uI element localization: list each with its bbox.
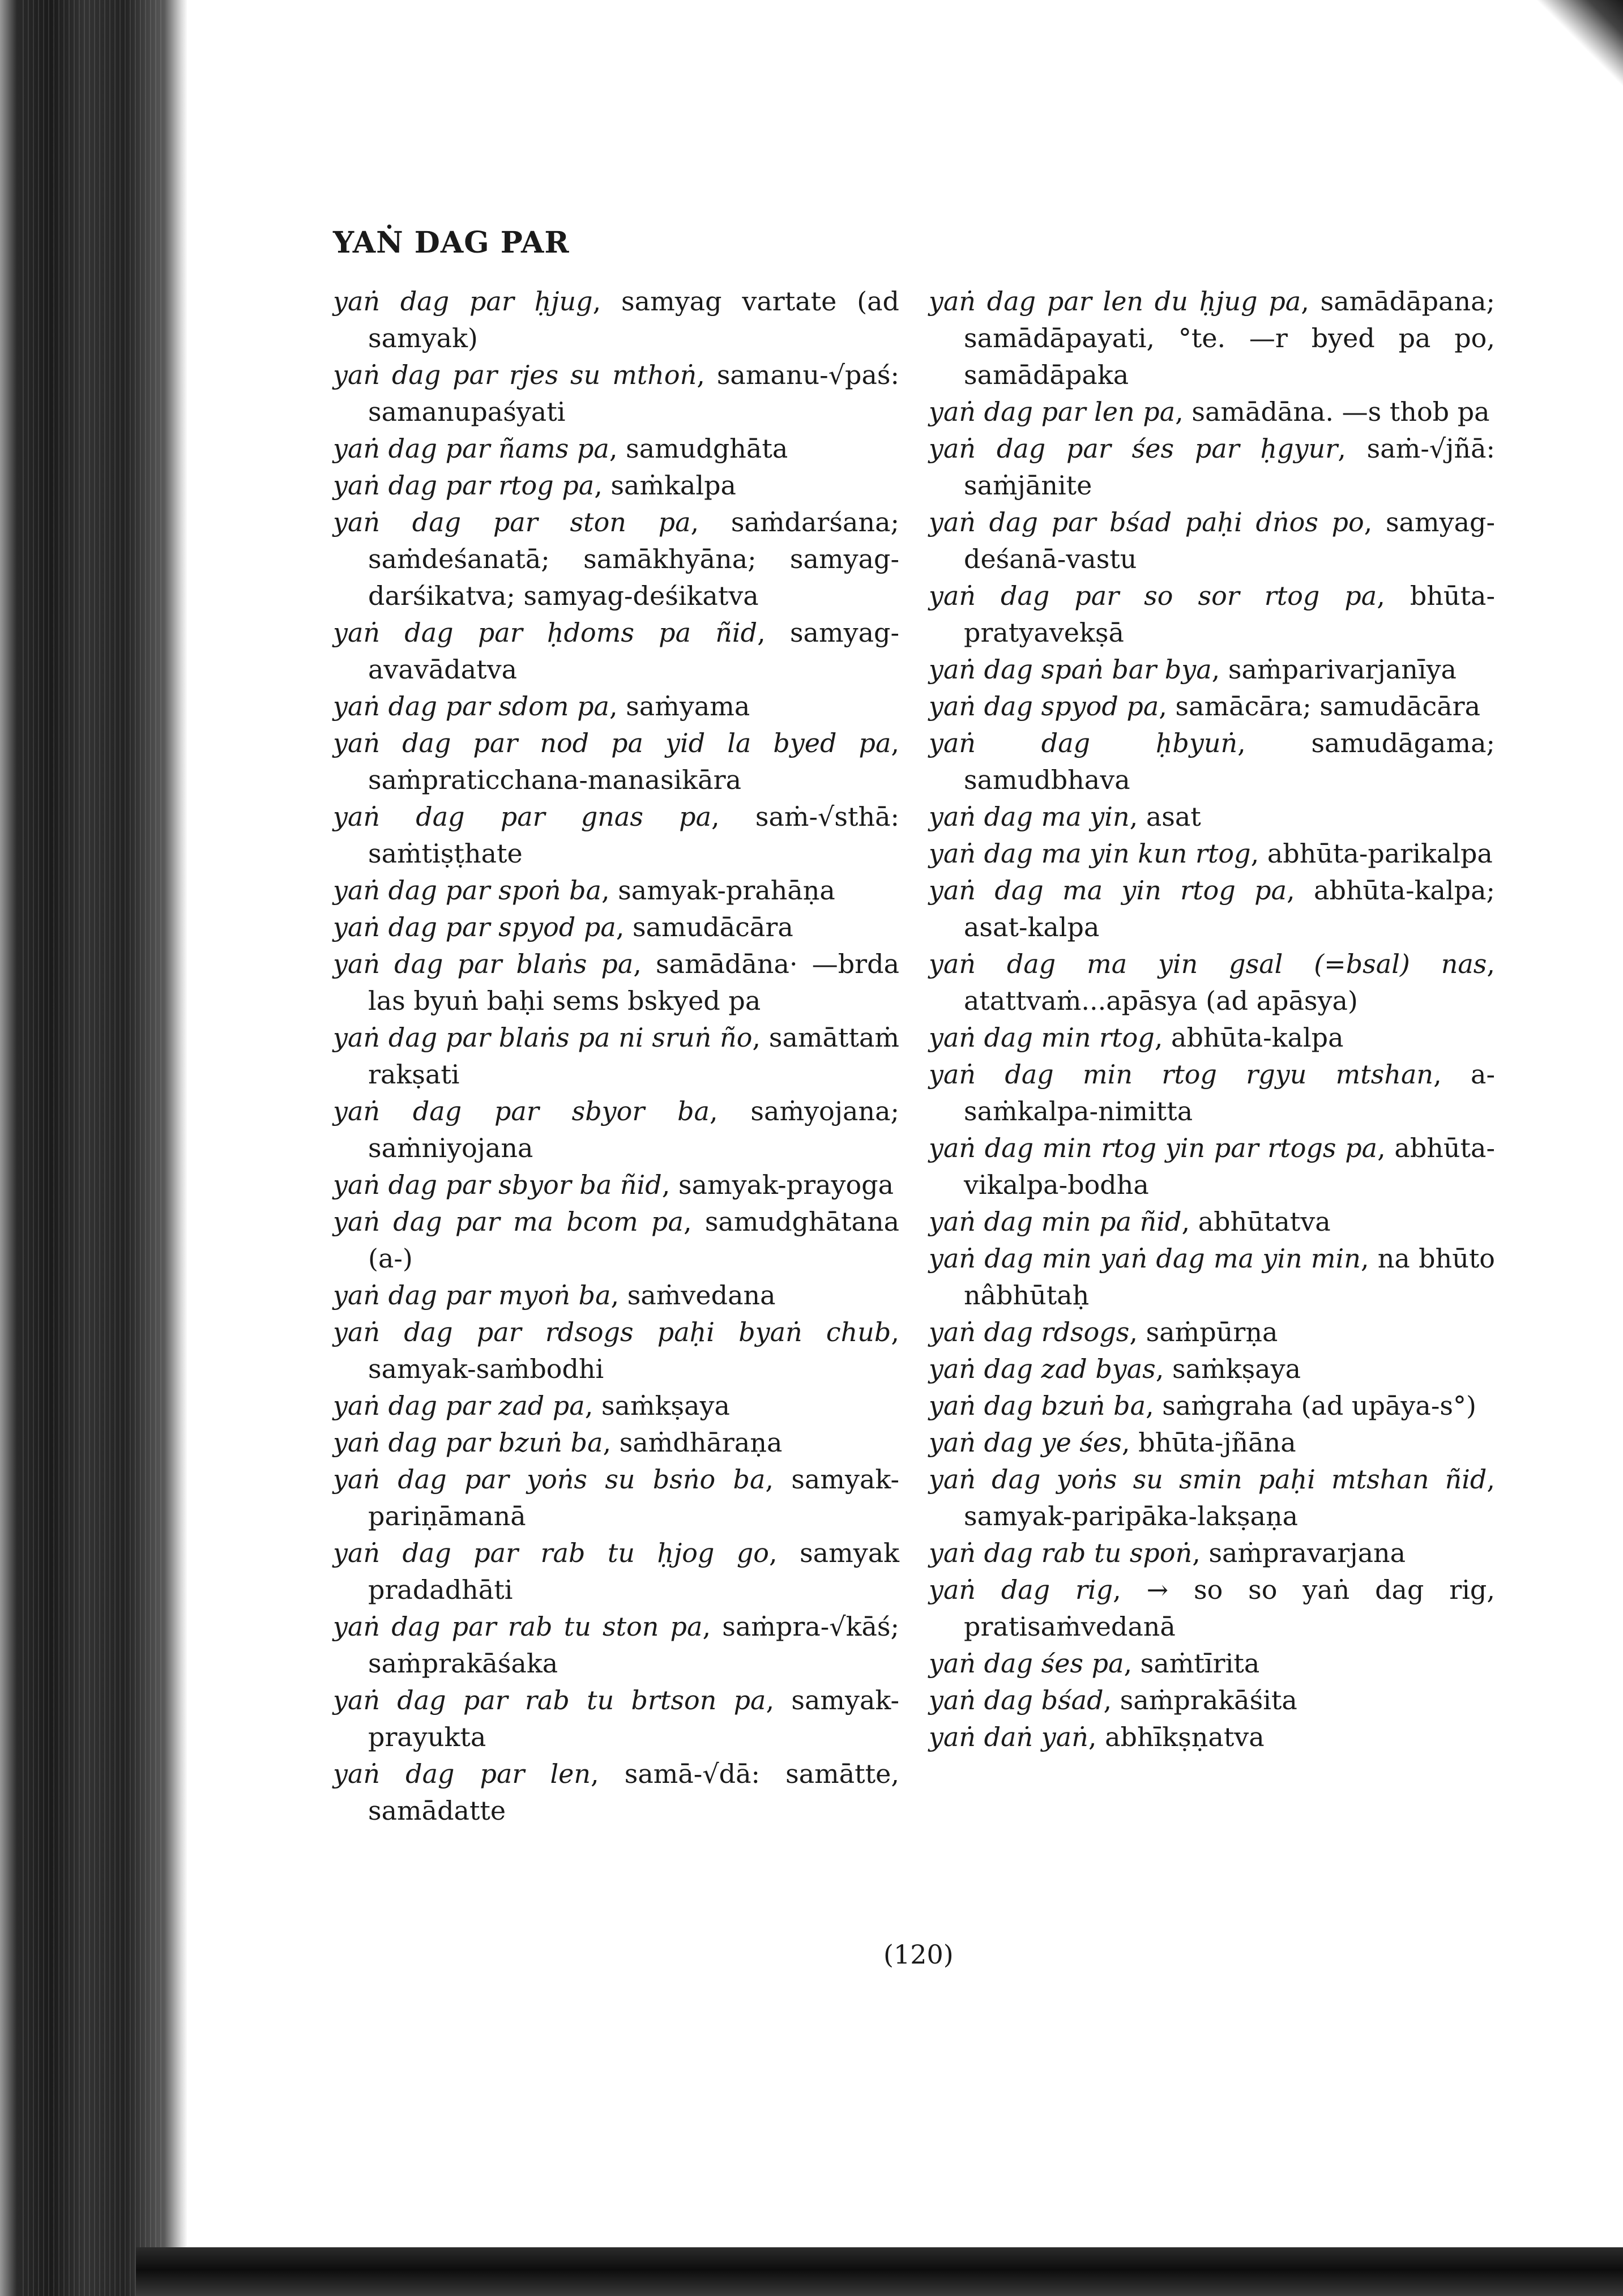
sanskrit-equivalent: abhūta-vikalpa-bodha (964, 1133, 1495, 1200)
sanskrit-equivalent: samyag-deśanā-vastu (964, 507, 1495, 574)
tibetan-headword: yaṅ dag ma yin , (929, 801, 1146, 832)
dictionary-entry (333, 1682, 899, 1756)
dictionary-entry (333, 1608, 899, 1682)
tibetan-headword: yaṅ dag par bśad paḥi dṅos po , (929, 507, 1386, 537)
tibetan-headword: yaṅ dag par rab tu ḥjog go , (333, 1538, 800, 1568)
dictionary-entry (333, 1756, 899, 1829)
dictionary-entry (333, 799, 899, 872)
sanskrit-equivalent: samyak-prahāṇa (618, 875, 835, 906)
dictionary-entry (333, 504, 899, 614)
dictionary-entry (333, 1277, 899, 1314)
sanskrit-equivalent: saṁkṣaya (1172, 1354, 1301, 1384)
tibetan-headword: yaṅ dag par len , (333, 1759, 625, 1789)
sanskrit-equivalent: → so so yaṅ dag rig, pratisaṁvedanā (964, 1574, 1495, 1642)
sanskrit-equivalent: abhūtatva (1198, 1206, 1331, 1237)
sanskrit-equivalent: saṁvedana (627, 1280, 776, 1311)
tibetan-headword: yaṅ dag par rdsogs paḥi byaṅ chub , (333, 1317, 899, 1347)
sanskrit-equivalent: saṁprakāśita (1120, 1685, 1297, 1715)
tibetan-headword: yaṅ dag min rtog yin par rtogs pa , (929, 1133, 1394, 1163)
tibetan-headword: yaṅ dag ma yin gsal (=bsal) nas , (929, 949, 1495, 979)
sanskrit-equivalent: saṁkalpa (610, 470, 736, 501)
tibetan-headword: yaṅ dag par spoṅ ba , (333, 875, 618, 906)
sanskrit-equivalent: samyak-pariṇāmanā (368, 1464, 899, 1531)
sanskrit-equivalent: samyag-avavādatva (368, 617, 899, 685)
dictionary-entry (929, 1535, 1495, 1572)
sanskrit-equivalent: samādāna· —brda las byuṅ baḥi sems bskyed pa (368, 949, 899, 1016)
tibetan-headword: yaṅ daṅ yaṅ , (929, 1722, 1105, 1752)
sanskrit-equivalent: saṁyama (626, 691, 750, 722)
tibetan-headword: yaṅ dag par rab tu ston pa , (333, 1611, 722, 1642)
dictionary-entry (929, 283, 1495, 394)
tibetan-headword: yaṅ dag yoṅs su smin paḥi mtshan ñid , (929, 1464, 1495, 1495)
dictionary-entry (929, 1682, 1495, 1719)
page-heading: YAṄ DAG PAR (333, 225, 570, 260)
dictionary-entry (333, 1204, 899, 1277)
dictionary-entry (333, 357, 899, 430)
dictionary-entry (333, 1388, 899, 1424)
dictionary-entry (333, 688, 899, 725)
tibetan-headword: yaṅ dag min pa ñid , (929, 1206, 1198, 1237)
dictionary-entry (929, 1572, 1495, 1645)
dictionary-entry (333, 946, 899, 1019)
tibetan-headword: yaṅ dag par ma bcom pa , (333, 1206, 705, 1237)
dictionary-entry (333, 1019, 899, 1093)
sanskrit-equivalent: samyak-prayukta (368, 1685, 900, 1752)
sanskrit-equivalent: samyag vartate (ad samyak) (368, 286, 900, 353)
dictionary-entry (333, 1461, 899, 1535)
sanskrit-equivalent: saṁpravarjana (1208, 1538, 1406, 1568)
tibetan-headword: yaṅ dag par bzuṅ ba , (333, 1427, 620, 1458)
sanskrit-equivalent: abhūta-parikalpa (1267, 838, 1493, 869)
tibetan-headword: yaṅ dag par sbyor ba ñid , (333, 1170, 678, 1200)
tibetan-headword: yaṅ dag ḥbyuṅ , (929, 728, 1311, 758)
tibetan-headword: yaṅ dag min rtog rgyu mtshan , (929, 1059, 1471, 1090)
tibetan-headword: yaṅ dag par gnas pa , (333, 801, 755, 832)
page-edges (23, 0, 164, 2296)
sanskrit-equivalent: saṁpraticchana-manasikāra (368, 765, 742, 795)
sanskrit-equivalent: atattvaṁ...apāsya (ad apāsya) (964, 985, 1358, 1016)
sanskrit-equivalent: abhūta-kalpa; asat-kalpa (964, 875, 1496, 942)
dictionary-entry (929, 1351, 1495, 1388)
page-number: (120) (883, 1939, 954, 1970)
tibetan-headword: yaṅ dag zad byas , (929, 1354, 1172, 1384)
dictionary-entry (929, 1019, 1495, 1056)
dictionary-entry (333, 1314, 899, 1388)
dictionary-entry (929, 1130, 1495, 1204)
sanskrit-equivalent: samā-√dā: samātte, samādatte (368, 1759, 899, 1826)
sanskrit-equivalent: samudācāra (633, 912, 793, 942)
tibetan-headword: yaṅ dag bzuṅ ba , (929, 1390, 1162, 1421)
tibetan-headword: yaṅ dag min rtog , (929, 1022, 1171, 1053)
sanskrit-equivalent: saṁparivarjanīya (1228, 654, 1457, 685)
dictionary-entry (929, 504, 1495, 578)
bottom-edge (136, 2247, 1623, 2296)
dictionary-entry (929, 835, 1495, 872)
dictionary-entry (333, 1167, 899, 1204)
dictionary-entry (929, 394, 1495, 430)
tibetan-headword: yaṅ dag par nod pa yid la byed pa , (333, 728, 899, 758)
tibetan-headword: yaṅ dag ma yin rtog pa , (929, 875, 1314, 906)
tibetan-headword: yaṅ dag spyod pa , (929, 691, 1176, 722)
tibetan-headword: yaṅ dag rig , (929, 1574, 1147, 1605)
dictionary-entry (929, 1388, 1495, 1424)
sanskrit-equivalent: samyak-prayoga (678, 1170, 894, 1200)
tibetan-headword: yaṅ dag ye śes , (929, 1427, 1138, 1458)
tibetan-headword: yaṅ dag par ḥdoms pa ñid , (333, 617, 790, 648)
dictionary-entry (929, 1240, 1495, 1314)
tibetan-headword: yaṅ dag par ston pa , (333, 507, 731, 537)
dictionary-entry (333, 1093, 899, 1167)
left-column (333, 283, 899, 1829)
dictionary-entry (929, 1314, 1495, 1351)
sanskrit-equivalent: abhūta-kalpa (1171, 1022, 1344, 1053)
sanskrit-equivalent: saṁpra-√kāś; saṁprakāśaka (368, 1611, 900, 1679)
tibetan-headword: yaṅ dag par zad pa , (333, 1390, 601, 1421)
sanskrit-equivalent: samudghātana (a-) (368, 1206, 900, 1274)
dictionary-entry (929, 1719, 1495, 1756)
tibetan-headword: yaṅ dag par rab tu brtson pa , (333, 1685, 791, 1715)
sanskrit-equivalent: bhūta-jñāna (1138, 1427, 1296, 1458)
sanskrit-equivalent: saṁtīrita (1140, 1648, 1260, 1679)
dictionary-entry (929, 946, 1495, 1019)
dictionary-entry (333, 430, 899, 467)
tibetan-headword: yaṅ dag par śes par ḥgyur , (929, 433, 1367, 464)
tibetan-headword: yaṅ dag rdsogs , (929, 1317, 1146, 1347)
sanskrit-equivalent: bhūta-pratyavekṣā (964, 581, 1496, 648)
tibetan-headword: yaṅ dag par sbyor ba , (333, 1096, 750, 1126)
tibetan-headword: yaṅ dag par len du ḥjug pa , (929, 286, 1321, 317)
dictionary-entry (929, 725, 1495, 799)
sanskrit-equivalent: samādāna. —s thob pa (1191, 396, 1490, 427)
sanskrit-equivalent: saṁpūrṇa (1146, 1317, 1278, 1347)
dictionary-entry (333, 909, 899, 946)
tibetan-headword: yaṅ dag min yaṅ dag ma yin min , (929, 1243, 1378, 1274)
sanskrit-equivalent: samādāpana; samādāpayati, °te. —r byed pa po, samādāpaka (964, 286, 1495, 390)
sanskrit-equivalent: samyak-paripāka-lakṣaṇa (964, 1501, 1299, 1531)
tibetan-headword: yaṅ dag par blaṅs pa , (333, 949, 656, 979)
dictionary-entry (929, 1461, 1495, 1535)
sanskrit-equivalent: saṁgraha (ad upāya-s°) (1162, 1390, 1476, 1421)
dictionary-entry (929, 1424, 1495, 1461)
sanskrit-equivalent: abhīkṣṇatva (1105, 1722, 1265, 1752)
tibetan-headword: yaṅ dag par blaṅs pa ni sruṅ ño , (333, 1022, 769, 1053)
tibetan-headword: yaṅ dag par myoṅ ba , (333, 1280, 627, 1311)
tibetan-headword: yaṅ dag rab tu spoṅ , (929, 1538, 1208, 1568)
dictionary-entry (333, 283, 899, 357)
dictionary-entry (929, 799, 1495, 835)
sanskrit-equivalent: saṁ-√jñā: saṁjānite (964, 433, 1495, 501)
tibetan-headword: yaṅ dag spaṅ bar bya , (929, 654, 1228, 685)
sanskrit-equivalent: saṁ-√sthā: saṁtiṣṭhate (368, 801, 899, 869)
tibetan-headword: yaṅ dag ma yin kun rtog , (929, 838, 1267, 869)
sanskrit-equivalent: samanu-√paś: samanupaśyati (368, 360, 899, 427)
dictionary-entry (929, 688, 1495, 725)
tibetan-headword: yaṅ dag bśad , (929, 1685, 1120, 1715)
dictionary-entry (333, 872, 899, 909)
sanskrit-equivalent: samācāra; samudācāra (1175, 691, 1481, 722)
dictionary-entry (929, 578, 1495, 651)
tibetan-headword: yaṅ dag par sdom pa , (333, 691, 626, 722)
dictionary-entry (929, 651, 1495, 688)
tibetan-headword: yaṅ dag par ñams pa , (333, 433, 626, 464)
dictionary-entry (929, 1056, 1495, 1130)
sanskrit-equivalent: saṁdhāraṇa (619, 1427, 783, 1458)
sanskrit-equivalent: saṁkṣaya (601, 1390, 730, 1421)
dictionary-entry (929, 1645, 1495, 1682)
tibetan-headword: yaṅ dag śes pa , (929, 1648, 1141, 1679)
sanskrit-equivalent: samāttaṁ rakṣati (368, 1022, 899, 1090)
corner-shadow (1521, 0, 1623, 91)
dictionary-entry (333, 1535, 899, 1608)
dictionary-entry (333, 1424, 899, 1461)
dictionary-entry (333, 725, 899, 799)
right-column (929, 283, 1495, 1756)
dictionary-entry (333, 467, 899, 504)
tibetan-headword: yaṅ dag par so sor rtog pa , (929, 581, 1410, 611)
tibetan-headword: yaṅ dag par spyod pa , (333, 912, 633, 942)
sanskrit-equivalent: a-saṁkalpa-nimitta (964, 1059, 1495, 1126)
tibetan-headword: yaṅ dag par rtog pa , (333, 470, 610, 501)
tibetan-headword: yaṅ dag par len pa , (929, 396, 1191, 427)
sanskrit-equivalent: saṁyojana; saṁniyojana (368, 1096, 899, 1163)
dictionary-entry (333, 614, 899, 688)
dictionary-entry (929, 430, 1495, 504)
dictionary-entry (929, 1204, 1495, 1240)
sanskrit-equivalent: saṁdarśana; saṁdeśanatā; samākhyāna; samyag-darśikatva; samyag-deśikatva (368, 507, 899, 611)
sanskrit-equivalent: samudāgama; samudbhava (964, 728, 1495, 795)
tibetan-headword: yaṅ dag par rjes su mthoṅ , (333, 360, 717, 390)
sanskrit-equivalent: samyak-saṁbodhi (368, 1354, 604, 1384)
sanskrit-equivalent: na bhūto nâbhūtaḥ (964, 1243, 1495, 1311)
tibetan-headword: yaṅ dag par ḥjug , (333, 286, 621, 317)
sanskrit-equivalent: asat (1146, 801, 1201, 832)
dictionary-entry (929, 872, 1495, 946)
sanskrit-equivalent: samudghāta (626, 433, 788, 464)
tibetan-headword: yaṅ dag par yoṅs su bsṅo ba , (333, 1464, 791, 1495)
sanskrit-equivalent: samyak pradadhāti (368, 1538, 899, 1605)
